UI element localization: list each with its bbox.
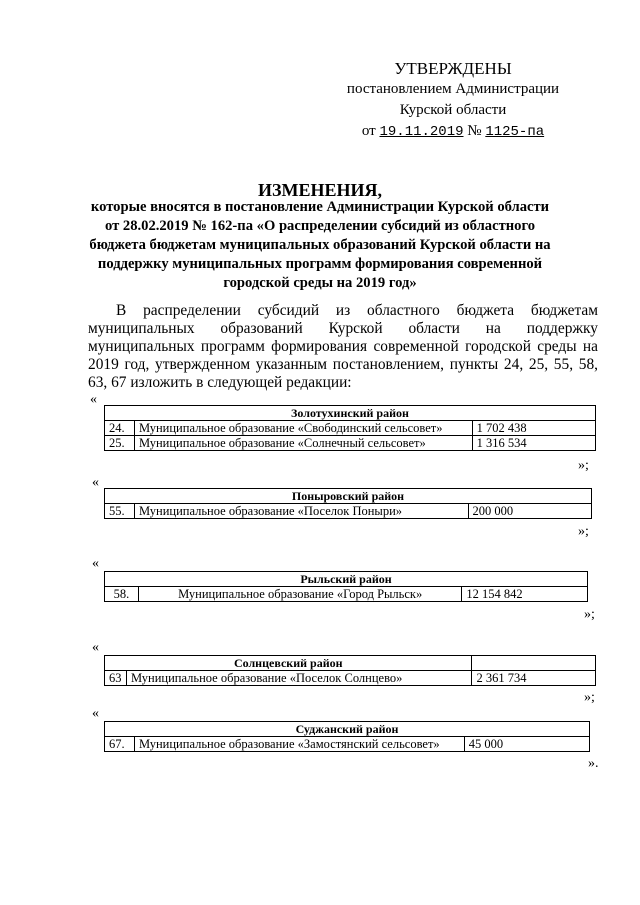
document-title: ИЗМЕНЕНИЯ,	[257, 180, 382, 200]
approval-number-sign: №	[467, 123, 482, 139]
quote-close-3: »;	[584, 607, 595, 622]
row-amount: 200 000	[468, 504, 591, 519]
table-row	[105, 504, 592, 519]
approval-line-2: Курской области	[399, 102, 507, 118]
row-amount: 45 000	[464, 737, 589, 752]
row-number: 63	[105, 671, 127, 686]
row-amount: 2 361 734	[472, 671, 596, 686]
document-subtitle: которые вносятся в постановление Администрации Курской области от 28.02.2019 № 162-па «О распределении субсидий из областного бюджета бюджетам муниципальных образований Курской области на поддержку муниципальных программ формирования современной городской среды на 2019 год»	[89, 199, 551, 291]
row-name: Муниципальное образование «Город Рыльск»	[138, 587, 461, 602]
table-solntsevsky	[104, 655, 596, 686]
quote-close-1: »;	[578, 458, 589, 473]
quote-open-1: «	[90, 392, 97, 407]
empty-cell	[472, 656, 596, 671]
table-row	[105, 587, 588, 602]
row-number: 58.	[105, 587, 139, 602]
row-number: 25.	[105, 436, 135, 451]
row-name: Муниципальное образование «Солнечный сельсовет»	[134, 436, 472, 451]
table-ponyrovsky	[104, 488, 592, 519]
quote-open-2: «	[92, 475, 99, 490]
table-sudzhansky	[104, 721, 590, 752]
quote-open-5: «	[92, 706, 99, 721]
district-header: Солнцевский район	[105, 656, 472, 671]
quote-close-5: ».	[588, 756, 599, 771]
table-row	[105, 421, 596, 436]
row-number: 55.	[105, 504, 135, 519]
district-header: Золотухинский район	[105, 406, 596, 421]
row-number: 24.	[105, 421, 135, 436]
row-amount: 1 316 534	[472, 436, 595, 451]
quote-close-4: »;	[584, 690, 595, 705]
quote-close-2: »;	[578, 524, 589, 539]
row-amount: 1 702 438	[472, 421, 595, 436]
district-header: Рыльский район	[105, 572, 588, 587]
row-amount: 12 154 842	[462, 587, 588, 602]
approval-block	[333, 58, 573, 143]
district-header: Суджанский район	[105, 722, 590, 737]
district-header: Поныровский район	[105, 489, 592, 504]
row-name: Муниципальное образование «Поселок Солнцево»	[126, 671, 471, 686]
approval-number: 1125-па	[485, 124, 545, 140]
row-name: Муниципальное образование «Свободинский сельсовет»	[134, 421, 472, 436]
row-name: Муниципальное образование «Замостянский сельсовет»	[134, 737, 464, 752]
body-paragraph: В распределении субсидий из областного бюджета бюджетам муниципальных образований Курской области на поддержку муниципальных программ формирования современной городской среды на 2019 год, утвержденном указанным постановлением, пункты 24, 25, 55, 58, 63, 67 изложить в следующей редакции:	[88, 302, 598, 391]
table-row	[105, 436, 596, 451]
approval-date-line	[333, 121, 573, 143]
row-name: Муниципальное образование «Поселок Поныри»	[134, 504, 468, 519]
table-row	[105, 671, 596, 686]
quote-open-3: «	[92, 556, 99, 571]
table-zolotukhinsky	[104, 405, 596, 451]
approval-heading: УТВЕРЖДЕНЫ	[394, 59, 512, 78]
table-rylsky	[104, 571, 588, 602]
table-row	[105, 737, 590, 752]
approval-line-1: постановлением Администрации	[346, 81, 560, 97]
approval-date: 19.11.2019	[379, 124, 464, 140]
approval-from-prefix: от	[361, 123, 376, 139]
row-number: 67.	[105, 737, 135, 752]
quote-open-4: «	[92, 640, 99, 655]
